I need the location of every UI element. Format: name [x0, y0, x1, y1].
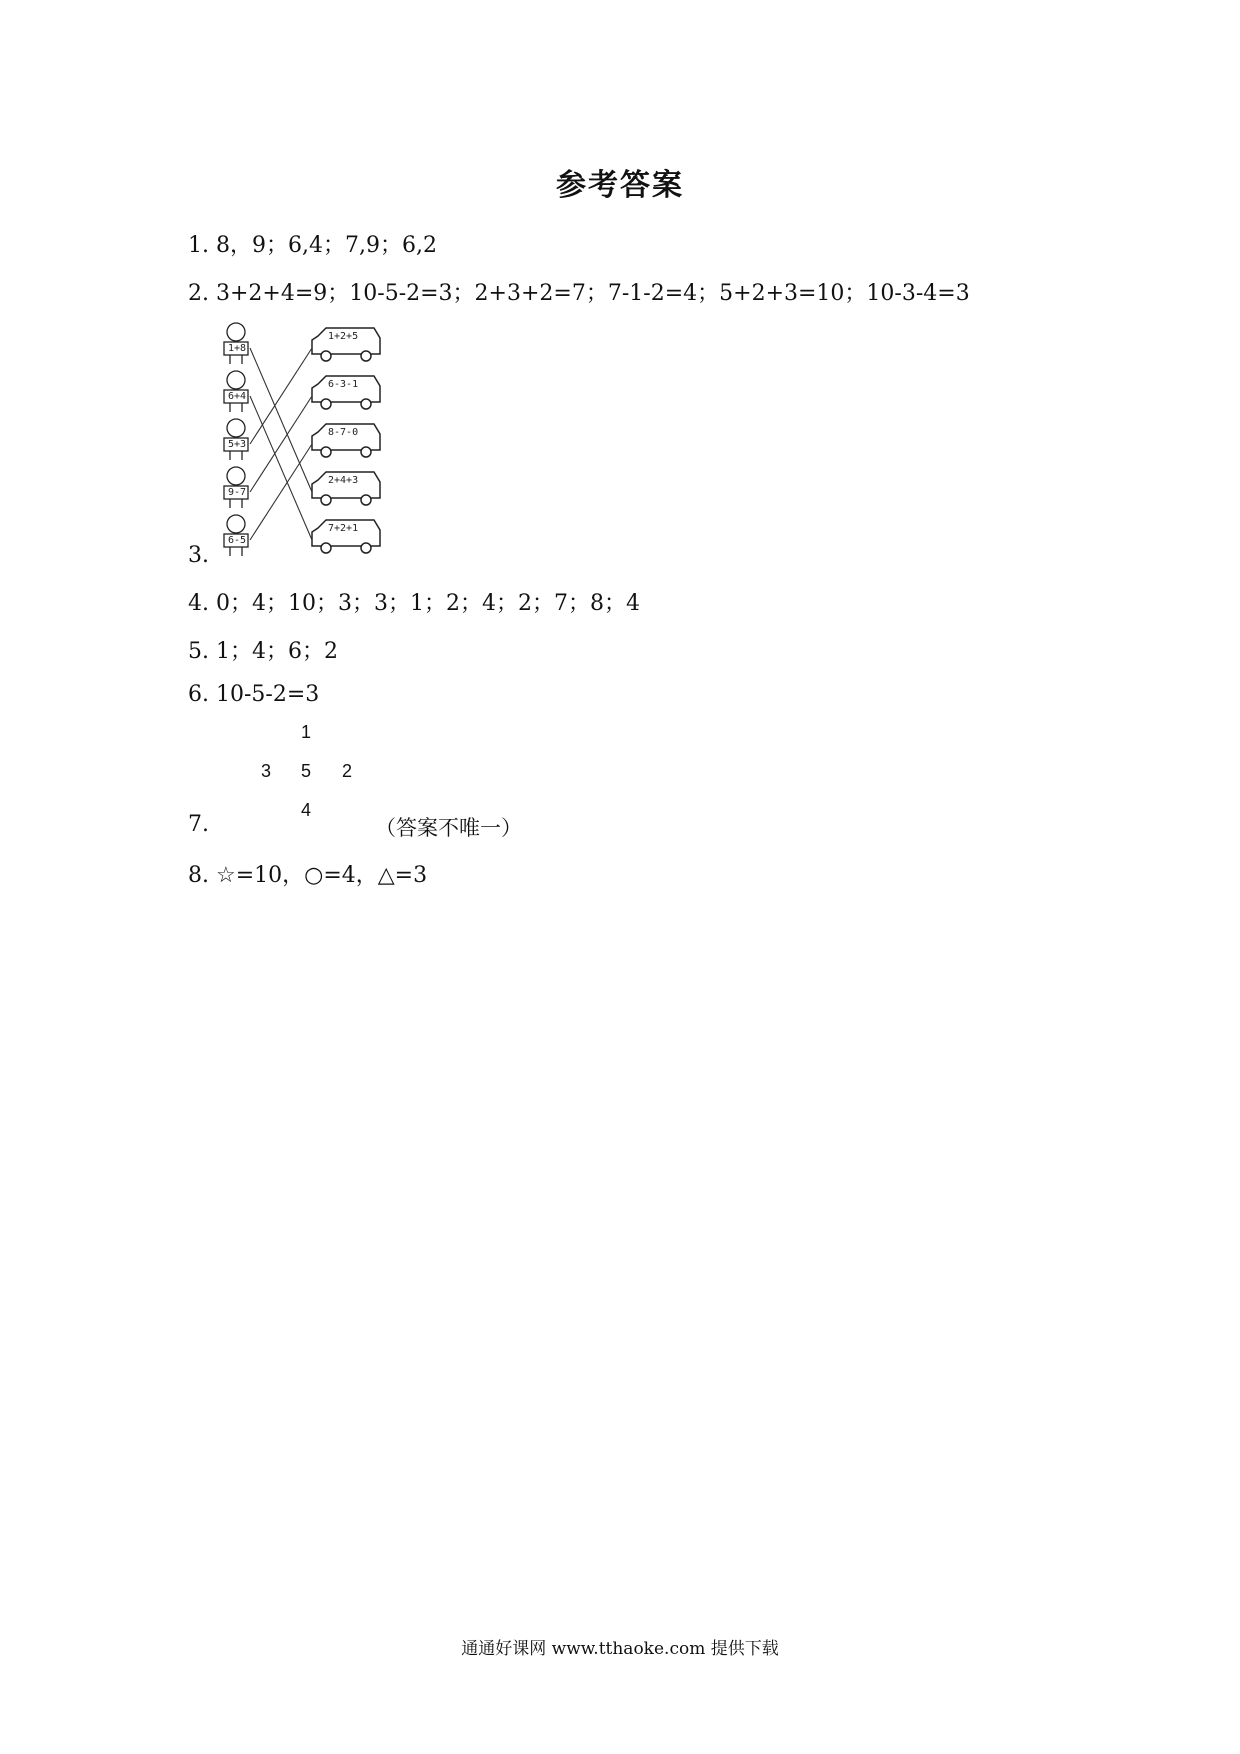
- kid-expr-2: 6+4: [228, 391, 247, 402]
- car-expr-1: 1+2+5: [328, 331, 359, 342]
- match-line-5: [250, 444, 312, 540]
- answer-7-note: （答案不唯一）: [375, 816, 522, 840]
- answer-5: 5. 1；4；6；2: [188, 639, 338, 664]
- page-title: 参考答案: [556, 168, 684, 203]
- footer-source: 通通好课网 www.tthaoke.com 提供下载: [461, 1639, 779, 1659]
- match-line-1: [250, 348, 312, 492]
- car-expr-2: 6-3-1: [328, 379, 359, 390]
- answer-6: 6. 10-5-2=3: [188, 682, 320, 707]
- kid-expr-3: 5+3: [228, 439, 247, 450]
- car-expr-4: 2+4+3: [328, 475, 359, 486]
- matching-lines: [250, 348, 312, 540]
- answer-1: 1. 8，9；6,4；7,9；6,2: [188, 233, 437, 258]
- kid-expr-5: 6-5: [228, 535, 247, 546]
- answer-3-label: 3.: [188, 543, 209, 568]
- kid-expr-1: 1+8: [228, 343, 247, 354]
- answer-8: 8. ☆=10，○=4，△=3: [188, 863, 428, 888]
- match-line-2: [250, 396, 312, 540]
- car-expr-5: 7+2+1: [328, 523, 359, 534]
- match-line-3: [250, 348, 312, 444]
- grid-left: 3: [261, 761, 272, 781]
- match-line-4: [250, 396, 312, 492]
- grid-bottom: 4: [301, 800, 312, 820]
- grid-center: 5: [301, 761, 312, 781]
- car-expr-3: 8-7-0: [328, 427, 359, 438]
- answer-2: 2. 3+2+4=9；10-5-2=3；2+3+2=7；7-1-2=4；5+2+3=10；10-3-4=3: [188, 281, 970, 306]
- grid-top: 1: [301, 722, 312, 742]
- answer-4: 4. 0；4；10；3；3；1；2；4；2；7；8；4: [188, 591, 640, 616]
- answer-3-figure: [220, 322, 400, 562]
- grid-right: 2: [342, 761, 353, 781]
- answer-7-label: 7.: [188, 812, 209, 837]
- kid-expr-4: 9-7: [228, 487, 247, 498]
